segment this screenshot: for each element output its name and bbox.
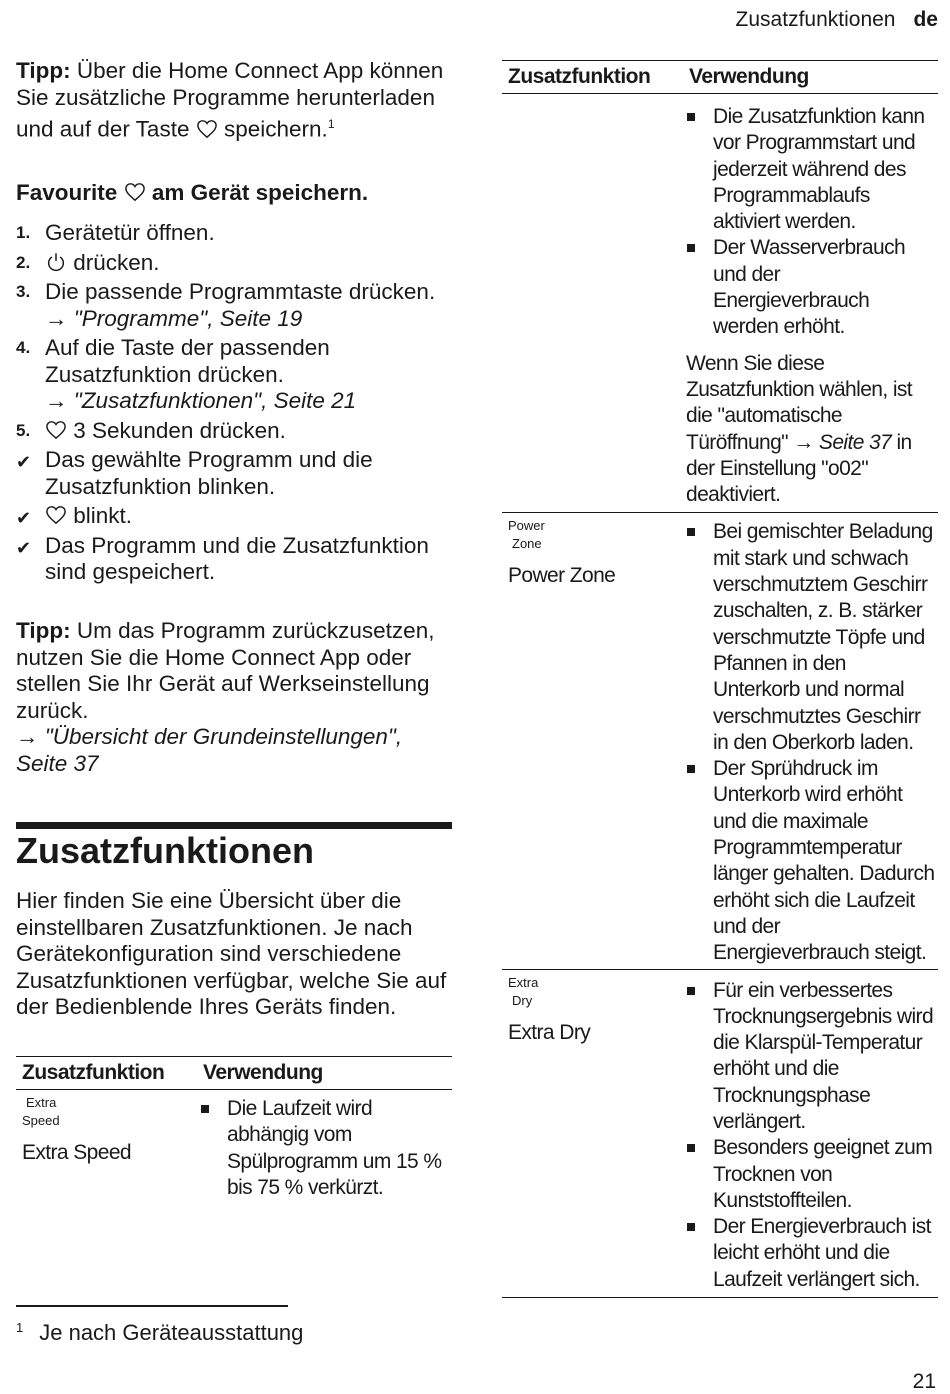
result-text: Das gewählte Programm und die Zusatzfunktion blinken. — [45, 447, 373, 499]
bullet-item: Bei gemischter Beladung mit stark und schwach verschmutztem Geschirr zuschalten, z. B. stärker verschmutzte Töpfe und Pfannen in den Unterkorb und normal verschmutztes Geschirr in den Oberkorb laden. — [684, 519, 937, 756]
check-icon: ✔ — [16, 508, 32, 528]
footnote-number: 1 — [16, 1320, 24, 1335]
col-header-usage: Verwendung — [197, 1057, 452, 1090]
footnote-text: Je nach Geräteausstattung — [39, 1320, 304, 1345]
extra-speed-icon — [22, 1094, 196, 1130]
icon-line: Extra — [26, 1095, 57, 1110]
step-item — [16, 279, 454, 332]
tip-text: Über die Home Connect App können Sie zusätzliche Programme herunterladen und auf der Taste — [16, 58, 444, 142]
col-header-function: Zusatzfunktion — [502, 61, 683, 94]
tip-text: Um das Programm zurückzusetzen, nutzen Sie die Home Connect App oder stellen Sie Ihr Gerät auf Werkseinstellung zurück. — [16, 618, 435, 723]
tip-home-connect — [16, 58, 454, 143]
table-row — [502, 94, 938, 513]
cross-reference-link[interactable]: → "Übersicht der Grundeinstellungen", Seite 37 — [16, 724, 403, 776]
power-zone-icon — [508, 517, 682, 553]
note-text: in der Einstellung "o02" deaktiviert. — [686, 430, 912, 507]
bullet-item: Der Sprühdruck im Unterkorb wird erhöht und die maximale Programmtemperatur länger gehalten. Dadurch erhöht sich die Laufzeit und der Energieverbrauch steigt. — [684, 756, 937, 966]
table-row — [502, 969, 938, 1298]
step-text: Gerätetür öffnen. — [45, 220, 215, 245]
tip-label: Tipp: — [16, 58, 71, 83]
step-text: drücken. — [73, 249, 160, 275]
result-item — [16, 533, 454, 586]
running-header — [736, 8, 938, 32]
icon-line: Speed — [22, 1113, 60, 1128]
footnote-ref: 1 — [327, 117, 335, 131]
heart-icon — [196, 119, 218, 139]
function-name: Extra Speed — [22, 1141, 131, 1164]
bullet-item: Der Wasserverbrauch und der Energieverbrauch werden erhöht. — [684, 235, 937, 340]
extra-dry-icon — [508, 974, 682, 1010]
step-item — [16, 250, 454, 277]
col-header-function: Zusatzfunktion — [16, 1057, 197, 1090]
icon-line: Extra — [508, 974, 539, 990]
tip-reset — [16, 618, 454, 777]
favourite-heading — [16, 180, 454, 206]
favourite-heading-a: Favourite — [16, 180, 118, 205]
check-icon: ✔ — [16, 452, 32, 472]
icon-line: Zone — [512, 536, 542, 552]
table-row — [16, 1090, 452, 1203]
step-number: 5. — [16, 420, 31, 440]
footnote — [16, 1320, 303, 1346]
bullet-item: Besonders geeignet zum Trocknen von Kunststoffteilen. — [684, 1135, 937, 1214]
step-text: 3 Sekunden drücken. — [73, 417, 286, 443]
section-title: Zusatzfunktionen — [16, 830, 314, 871]
tip-text-end: speichern. — [224, 116, 328, 142]
result-text: blinkt. — [73, 503, 133, 528]
result-item — [16, 503, 454, 530]
footnote-rule — [16, 1305, 288, 1307]
function-table-right — [502, 60, 938, 1298]
bullet-item: Für ein verbessertes Trocknungsergebnis wird die Klarspül-Temperatur erhöht und die Trocknungsphase verlängert. — [684, 978, 937, 1136]
section-intro: Hier finden Sie eine Übersicht über die einstellbaren Zusatzfunktionen. Je nach Gerätekonfiguration sind verschiedene Zusatzfunktionen verfügbar, welche Sie auf der Bedienblende Ihres Geräts finden. — [16, 888, 447, 1019]
header-language: de — [913, 8, 938, 31]
favourite-heading-b: am Gerät speichern. — [151, 180, 369, 205]
col-header-usage: Verwendung — [683, 61, 938, 94]
header-section: Zusatzfunktionen — [735, 8, 896, 31]
bullet-item: Die Laufzeit wird abhängig vom Spülprogramm um 15 % bis 75 % verkürzt. — [198, 1096, 451, 1201]
bullet-item: Der Energieverbrauch ist leicht erhöht und die Laufzeit verlängert sich. — [684, 1214, 937, 1293]
result-text: Das Programm und die Zusatzfunktion sind gespeichert. — [45, 532, 429, 584]
cross-reference-link[interactable]: → "Programme", Seite 19 — [45, 305, 303, 331]
page-number: 21 — [912, 1370, 936, 1393]
cross-reference-link[interactable]: → "Zusatzfunktionen", Seite 21 — [45, 388, 357, 413]
step-number: 1. — [16, 223, 31, 242]
function-name: Extra Dry — [508, 1020, 591, 1044]
function-name: Power Zone — [508, 564, 616, 588]
step-text: Die passende Programmtaste drücken. — [45, 279, 436, 304]
step-item — [16, 220, 454, 247]
step-number: 2. — [16, 252, 31, 272]
tip-label: Tipp: — [16, 618, 71, 643]
step-item — [16, 418, 454, 445]
table-note — [684, 351, 937, 509]
heart-icon — [45, 505, 67, 525]
step-number: 3. — [16, 282, 31, 301]
section-rule — [16, 822, 452, 829]
check-icon: ✔ — [16, 537, 32, 558]
step-number: 4. — [16, 338, 31, 357]
heart-icon — [45, 420, 67, 440]
icon-line: Power — [508, 518, 545, 534]
icon-line: Dry — [512, 992, 533, 1008]
power-icon — [45, 251, 67, 273]
function-table-left — [16, 1056, 452, 1202]
step-text: Auf die Taste der passenden Zusatzfunktion drücken. — [45, 335, 330, 387]
cross-reference-link[interactable]: → Seite 37 — [793, 430, 892, 454]
result-item — [16, 447, 454, 500]
heart-icon — [124, 182, 146, 202]
note-text: Wenn Sie diese Zusatzfunktion wählen, ist die "automatische Türöffnung" — [686, 351, 913, 454]
table-row — [502, 513, 938, 969]
bullet-item: Die Zusatzfunktion kann vor Programmstart und jederzeit während des Programmablaufs aktiviert werden. — [684, 104, 937, 235]
step-item — [16, 335, 454, 415]
steps-list — [16, 220, 454, 589]
